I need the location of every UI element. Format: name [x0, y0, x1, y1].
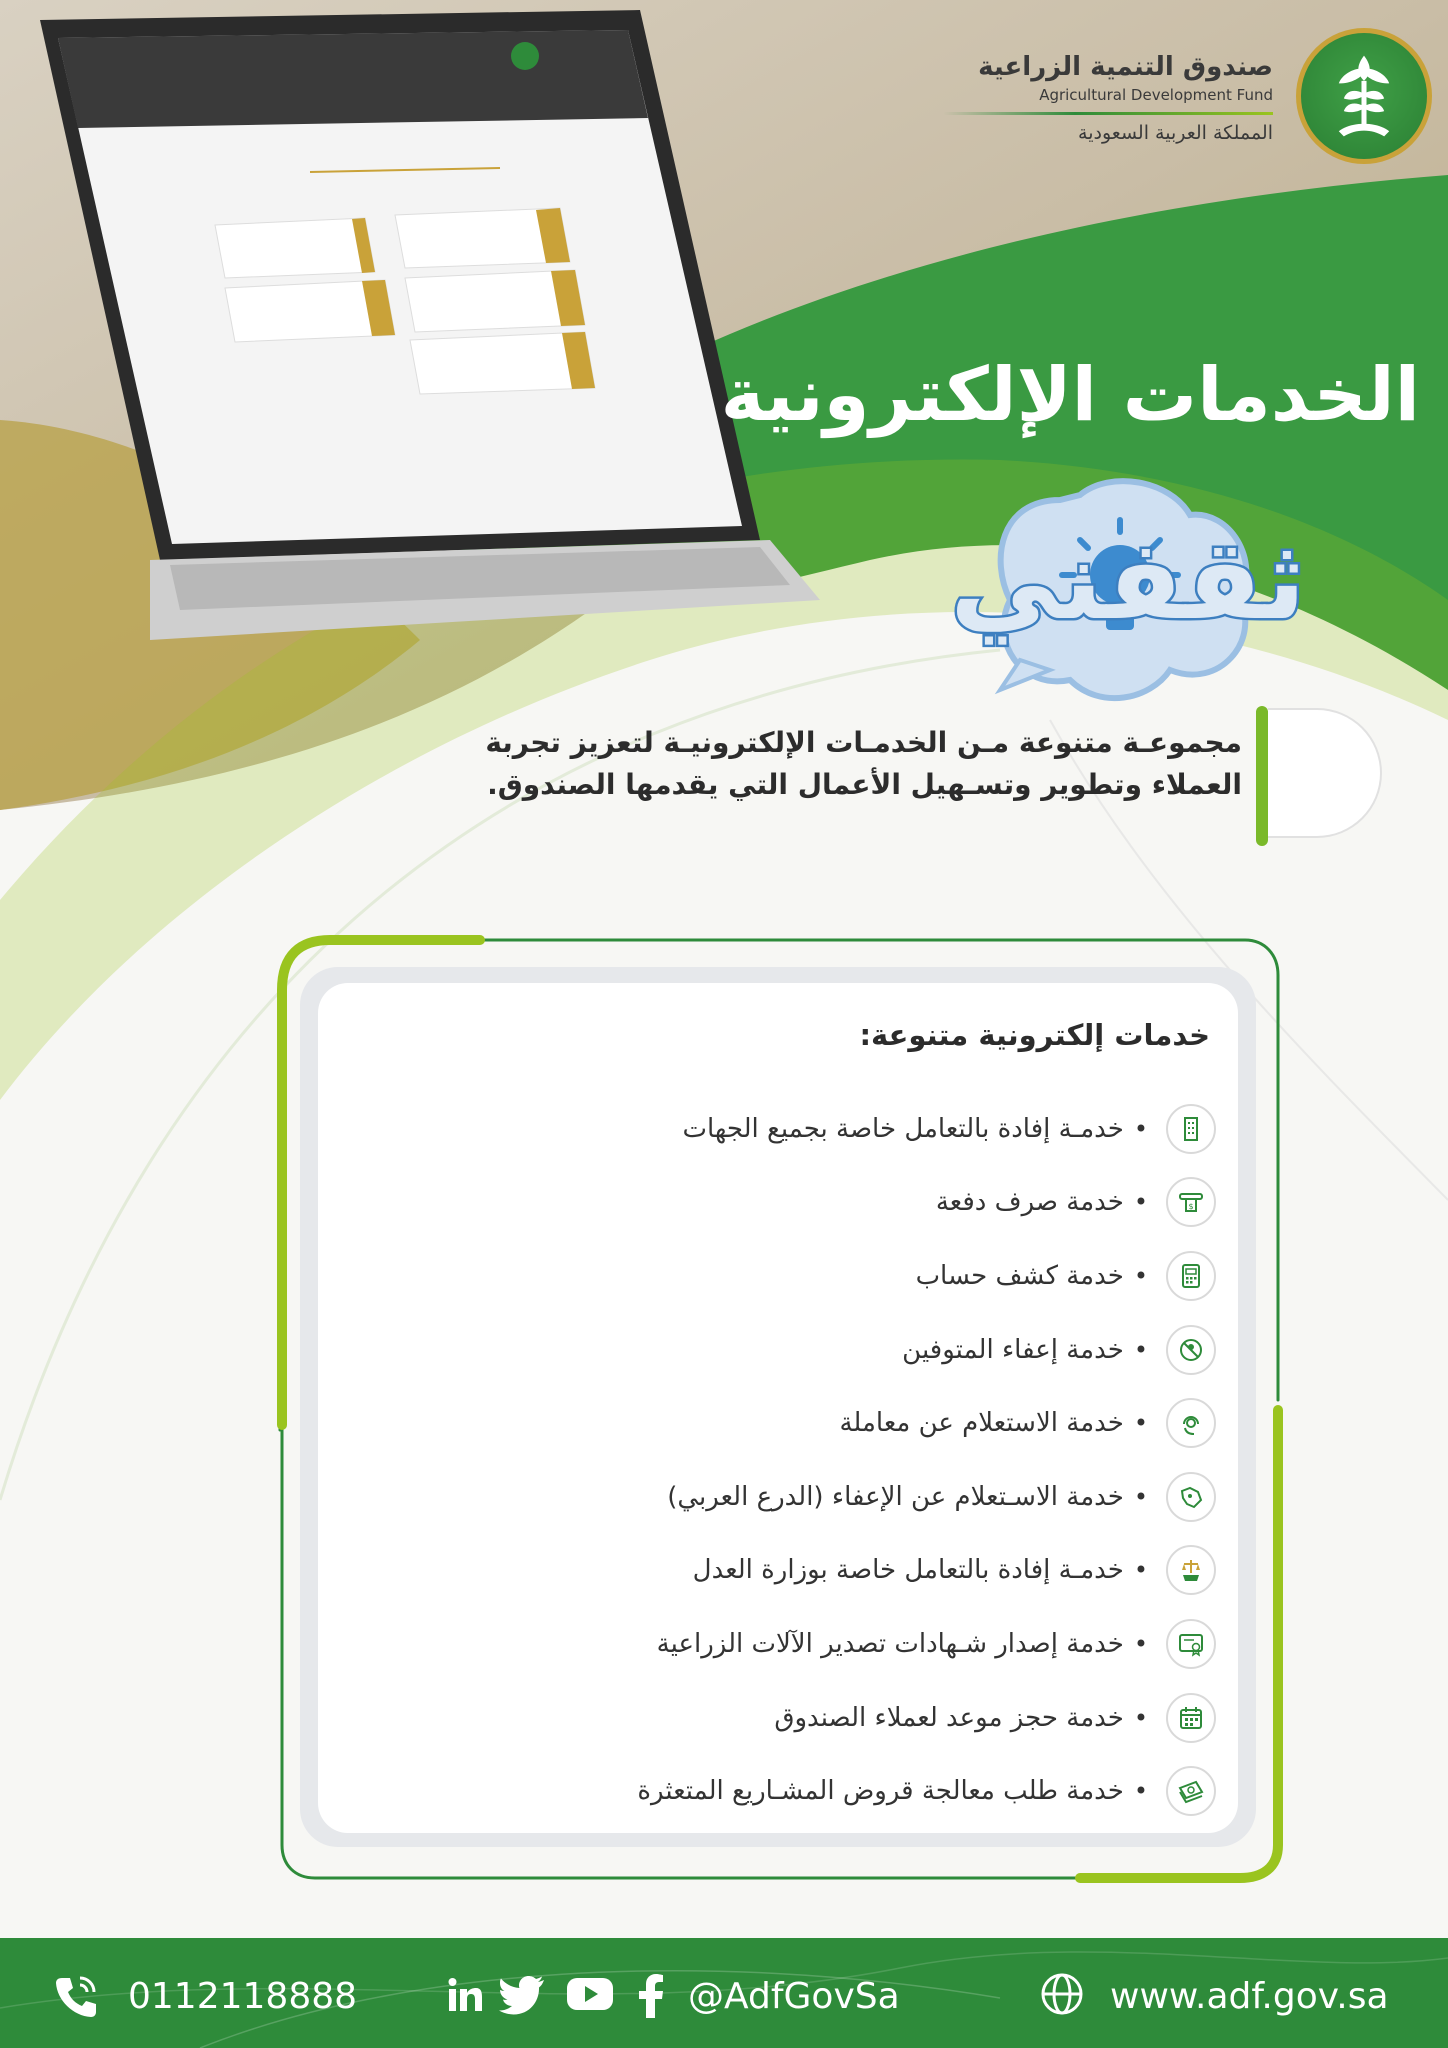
youtube-icon[interactable]: [566, 1974, 614, 2014]
bullet: •: [1133, 1629, 1148, 1658]
adf-logo-emblem: [1296, 28, 1432, 164]
service-item: [516, 1239, 1216, 1313]
payment-icon: [1166, 1177, 1216, 1227]
phone-icon[interactable]: [52, 1972, 100, 2020]
service-label: خدمـة إفادة بالتعامل خاصة بجميع الجهات: [682, 1113, 1124, 1144]
campaign-wordmark: [520, 478, 1306, 678]
bullet: •: [1133, 1188, 1148, 1217]
service-label: خدمـة إفادة بالتعامل خاصة بوزارة العدل: [692, 1555, 1124, 1586]
globe-icon[interactable]: [1040, 1972, 1084, 2016]
service-item: [516, 1754, 1216, 1828]
calendar-icon: [1166, 1693, 1216, 1743]
bullet: •: [1133, 1335, 1148, 1364]
service-item: [516, 1092, 1216, 1166]
exemption-icon: [1166, 1325, 1216, 1375]
brand-country: المملكة العربية السعودية: [1078, 122, 1273, 144]
bullet: •: [1133, 1114, 1148, 1143]
service-label: خدمة الاستعلام عن معاملة: [839, 1408, 1124, 1439]
justice-icon: [1166, 1545, 1216, 1595]
bullet: •: [1133, 1556, 1148, 1585]
bullet: •: [1133, 1703, 1148, 1732]
service-item: [516, 1386, 1216, 1460]
certificate-icon: [1166, 1619, 1216, 1669]
social-handle[interactable]: @AdfGovSa: [688, 1976, 900, 2017]
intro-paragraph: مجموعـة متنوعة مـن الخدمـات الإلكترونيـة لتعزيز تجربة العملاء وتطوير وتسـهيل الأعمال التي يقدمها الصندوق.: [485, 726, 1242, 801]
building-icon: [1166, 1104, 1216, 1154]
service-label: خدمة صرف دفعة: [935, 1187, 1124, 1218]
money-icon: [1166, 1766, 1216, 1816]
service-label: خدمة إصدار شـهادات تصدير الآلات الزراعية: [656, 1628, 1124, 1659]
service-item: [516, 1681, 1216, 1755]
service-label: خدمة الاسـتعلام عن الإعفاء (الدرع العربي): [667, 1481, 1124, 1512]
service-item: [516, 1607, 1216, 1681]
service-label: خدمة طلب معالجة قروض المشـاريع المتعثرة: [637, 1776, 1124, 1807]
service-item: [516, 1460, 1216, 1534]
twitter-icon[interactable]: [500, 1974, 546, 2016]
support-agent-icon: [1166, 1398, 1216, 1448]
intro-accent-bar: [1256, 706, 1268, 846]
bullet: •: [1133, 1409, 1148, 1438]
services-list: [516, 1092, 1216, 1828]
bullet: •: [1133, 1261, 1148, 1290]
services-heading: خدمات إلكترونية متنوعة:: [859, 1018, 1210, 1052]
bullet: •: [1133, 1482, 1148, 1511]
service-label: خدمة حجز موعد لعملاء الصندوق: [774, 1702, 1124, 1733]
campaign-word: ثقفني: [950, 516, 1306, 644]
service-label: خدمة كشف حساب: [915, 1260, 1124, 1291]
service-item: [516, 1166, 1216, 1240]
brand-name-ar: صندوق التنمية الزراعية: [978, 52, 1273, 82]
bullet: •: [1133, 1777, 1148, 1806]
statement-icon: [1166, 1251, 1216, 1301]
brand-block: [943, 50, 1273, 145]
linkedin-icon[interactable]: [446, 1976, 484, 2014]
page-title: الخدمات الإلكترونية: [720, 352, 1420, 438]
brand-divider: [943, 112, 1273, 115]
facebook-icon[interactable]: [638, 1974, 664, 2018]
service-item: [516, 1534, 1216, 1608]
service-label: خدمة إعفاء المتوفين: [902, 1334, 1124, 1365]
map-icon: [1166, 1472, 1216, 1522]
website-link[interactable]: www.adf.gov.sa: [1110, 1976, 1389, 2017]
service-item: [516, 1313, 1216, 1387]
phone-number[interactable]: 0112118888: [128, 1976, 358, 2017]
svg-text:$: $: [1188, 1202, 1194, 1212]
brand-name-en: Agricultural Development Fund: [1039, 86, 1273, 104]
